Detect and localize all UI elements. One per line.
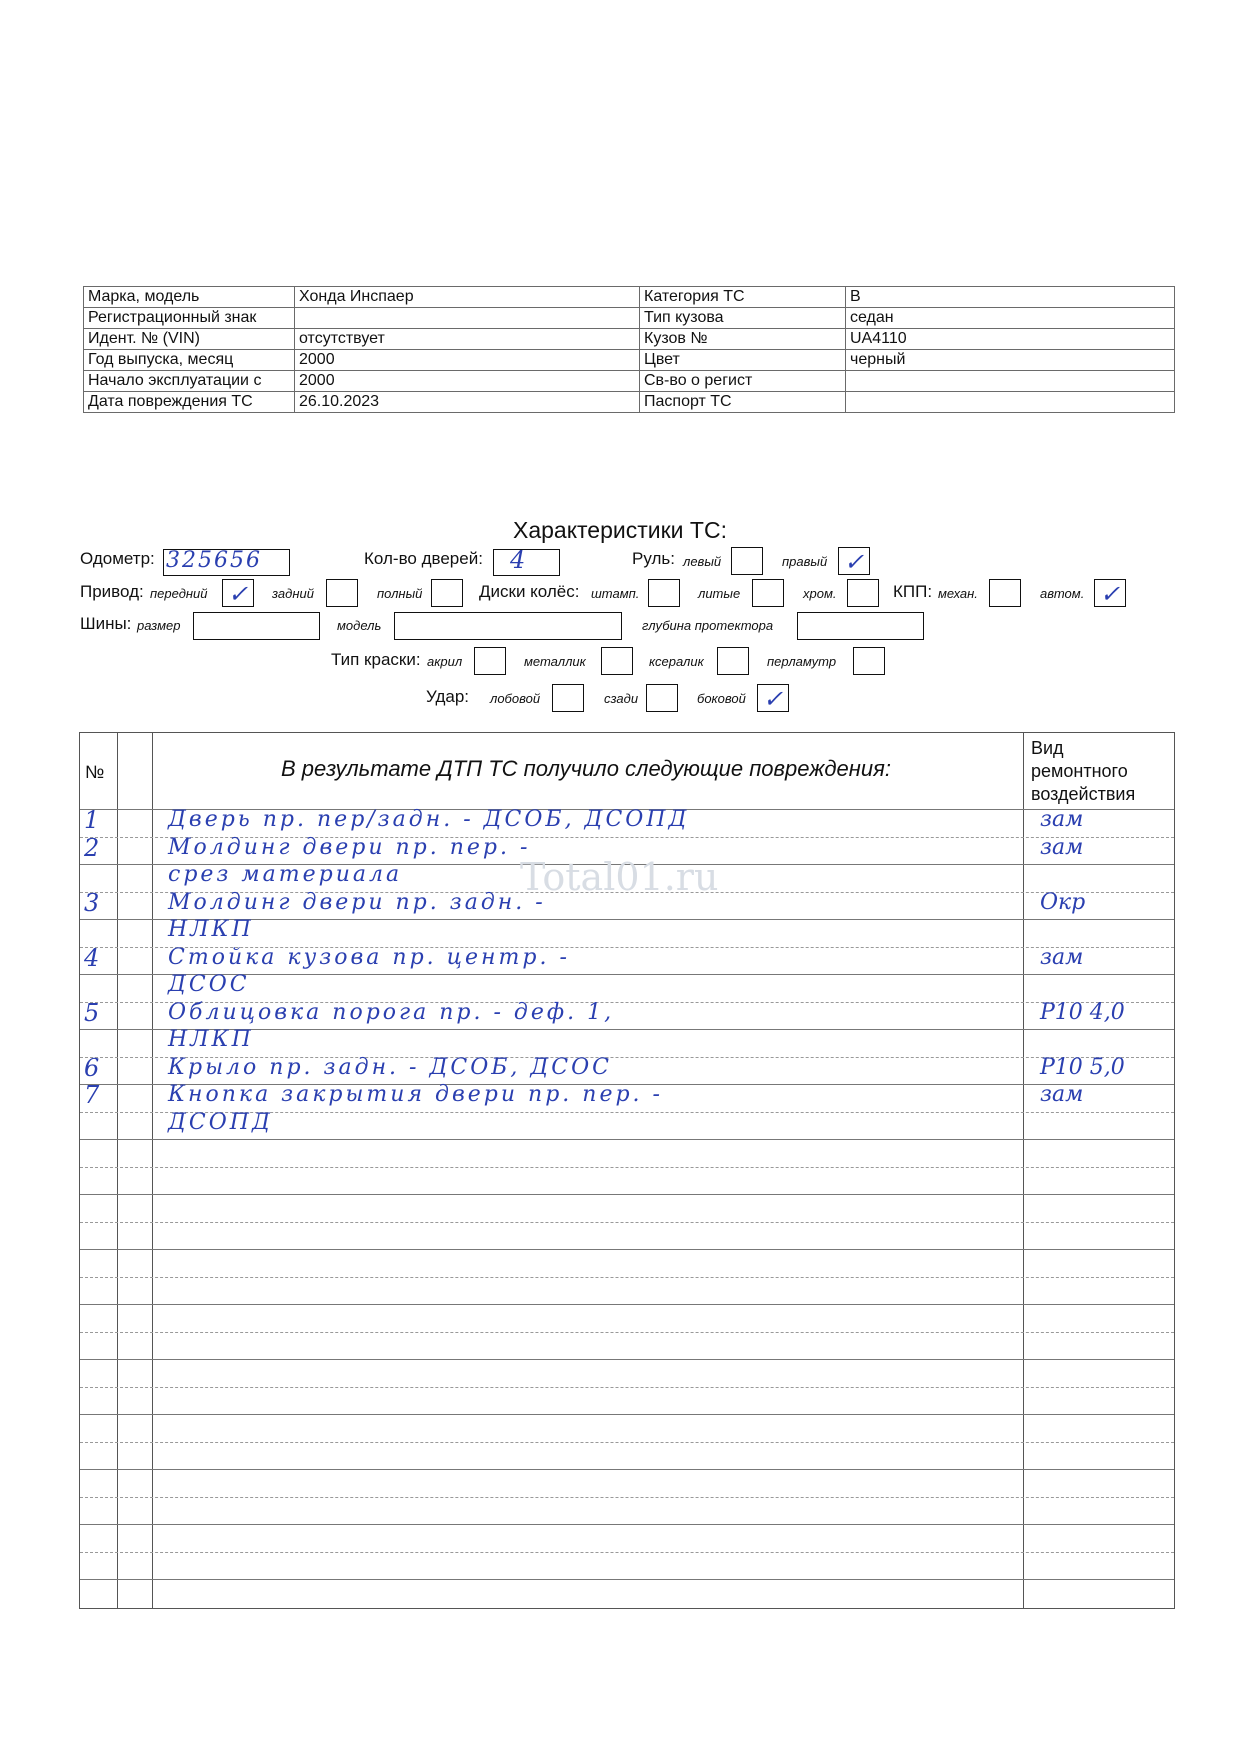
damage-description: Дверь пр. пер/задн. - ДСОБ, ДСОПД [168,807,690,832]
tires-depth-label: глубина протектора [642,618,774,633]
header-repair-line-3: воздействия [1031,784,1136,804]
info-row [84,329,1175,350]
info-value: 2000 [295,371,640,392]
odometer-label: Одометр: [80,549,155,568]
gearbox-auto-label: автом. [1040,586,1085,601]
info-row [84,371,1175,392]
impact-front-label: лобовой [490,691,541,706]
vehicle-info-table [83,286,1175,413]
gearbox-label: КПП: [893,582,933,601]
info-value: 26.10.2023 [295,392,640,413]
drive-rear-checkbox[interactable] [326,579,358,607]
characteristics-title: Характеристики ТС: [513,517,727,543]
row-number: 4 [84,943,100,972]
row-divider [80,1222,1174,1223]
row-divider [80,1552,1174,1553]
row-divider [80,1524,1174,1525]
tires-model-label: модель [337,618,382,633]
info-label: Дата повреждения ТС [84,392,295,413]
repair-type: зам [1040,944,1084,970]
paint-metallic-checkbox[interactable] [601,647,633,675]
damage-description: срез материала [168,862,403,887]
info-label: Кузов № [640,329,846,350]
header-repair-line-1: Вид [1031,738,1064,758]
header-repair-line-2: ремонтного [1031,761,1128,781]
repair-type: зам [1040,1082,1084,1107]
row-divider [80,1414,1174,1415]
paint-ceralic-checkbox[interactable] [717,647,749,675]
wheel-left-label: левый [683,554,722,569]
rims-chrome-label: хром. [803,586,837,601]
tires-label: Шины: [80,614,132,633]
doors-value: 4 [510,546,526,574]
wheel-left-checkbox[interactable] [731,547,763,575]
row-divider [80,1249,1174,1250]
gearbox-auto-checkbox[interactable]: ✓ [1094,579,1126,607]
row-divider [80,1277,1174,1278]
impact-rear-label: сзади [604,691,639,706]
odometer-value: 325656 [166,548,262,573]
tires-size-field[interactable] [193,612,320,640]
drive-front-label: передний [150,586,208,601]
drive-full-label: полный [377,586,423,601]
info-value: седан [846,308,1175,329]
info-label: Паспорт ТС [640,392,846,413]
info-value [846,392,1175,413]
drive-front-checkbox[interactable]: ✓ [222,579,254,607]
info-label: Год выпуска, месяц [84,350,295,371]
impact-side-label: боковой [697,691,746,706]
row-divider [80,1469,1174,1470]
header-repair-type [1031,737,1135,806]
info-label: Св-во о регист [640,371,846,392]
impact-side-checkbox[interactable]: ✓ [757,684,789,712]
row-divider [80,1579,1174,1580]
header-damages: В результате ДТП ТС получило следующие повреждения: [281,756,891,781]
repair-type: Окр [1040,889,1086,915]
row-number: 5 [84,998,100,1027]
info-value: Хонда Инспаер [295,287,640,308]
row-divider [80,1139,1174,1140]
damage-description: Молдинг двери пр. задн. - [168,889,546,915]
info-value [295,308,640,329]
doors-field[interactable] [493,549,560,576]
wheel-right-label: правый [782,554,828,569]
row-divider [80,1167,1174,1168]
row-number: 1 [84,806,100,834]
info-row [84,308,1175,329]
doors-label: Кол-во дверей: [364,549,483,568]
damage-description: Облицовка порога пр. - деф. 1, [168,999,615,1025]
info-row [84,350,1175,371]
tires-depth-field[interactable] [797,612,924,640]
row-divider [80,1387,1174,1388]
paint-acryl-label: акрил [427,654,463,669]
gearbox-manual-label: механ. [938,586,978,601]
tires-size-label: размер [137,618,181,633]
info-label: Марка, модель [84,287,295,308]
repair-type: Р10 4,0 [1040,999,1125,1025]
info-label: Цвет [640,350,846,371]
damage-description: ДСОПД [168,1109,273,1135]
damage-description: Кнопка закрытия двери пр. пер. - [168,1082,663,1107]
wheel-label: Руль: [632,549,675,568]
row-number: 2 [84,833,100,862]
row-number: 6 [84,1053,100,1082]
damage-description: НЛКП [168,917,254,942]
damage-description: НЛКП [168,1027,254,1052]
row-divider [80,1359,1174,1360]
wheel-right-checkbox[interactable]: ✓ [838,547,870,575]
paint-label: Тип краски: [331,650,421,669]
repair-type: зам [1040,834,1084,860]
row-divider [80,1442,1174,1443]
info-row [84,287,1175,308]
watermark: Total01.ru [520,855,719,899]
info-value: отсутствует [295,329,640,350]
rims-cast-checkbox[interactable] [752,579,784,607]
row-number: 3 [84,888,100,917]
damage-description: Молдинг двери пр. пер. - [168,834,531,860]
damage-description: ДСОС [168,972,250,997]
paint-pearl-checkbox[interactable] [853,647,885,675]
rims-chrome-checkbox[interactable] [847,579,879,607]
info-label: Тип кузова [640,308,846,329]
rims-stamp-checkbox[interactable] [648,579,680,607]
paint-pearl-label: перламутр [767,654,837,669]
info-value: 2000 [295,350,640,371]
drive-full-checkbox[interactable] [431,579,463,607]
tires-model-field[interactable] [394,612,622,640]
rims-cast-label: литые [698,586,741,601]
row-divider [80,1332,1174,1333]
damage-description: Крыло пр. задн. - ДСОБ, ДСОС [168,1054,612,1080]
info-label: Идент. № (VIN) [84,329,295,350]
info-value: UA4110 [846,329,1175,350]
paint-acryl-checkbox[interactable] [474,647,506,675]
rims-label: Диски колёс: [479,582,580,601]
row-divider [80,1497,1174,1498]
paint-ceralic-label: ксералик [649,654,704,669]
gearbox-manual-checkbox[interactable] [989,579,1021,607]
info-label: Начало эксплуатации с [84,371,295,392]
row-divider [80,1304,1174,1305]
info-label: Категория ТС [640,287,846,308]
header-number: № [85,762,105,782]
impact-rear-checkbox[interactable] [646,684,678,712]
info-row [84,392,1175,413]
row-divider [80,1194,1174,1195]
repair-type: Р10 5,0 [1040,1054,1125,1080]
row-number: 7 [84,1081,100,1109]
paint-metallic-label: металлик [524,654,586,669]
rims-stamp-label: штамп. [591,586,640,601]
info-value: B [846,287,1175,308]
impact-label: Удар: [426,687,470,706]
impact-front-checkbox[interactable] [552,684,584,712]
drive-label: Привод: [80,582,144,601]
repair-type: зам [1040,807,1084,832]
info-label: Регистрационный знак [84,308,295,329]
info-value [846,371,1175,392]
info-value: черный [846,350,1175,371]
drive-rear-label: задний [272,586,314,601]
damage-description: Стойка кузова пр. центр. - [168,944,570,970]
